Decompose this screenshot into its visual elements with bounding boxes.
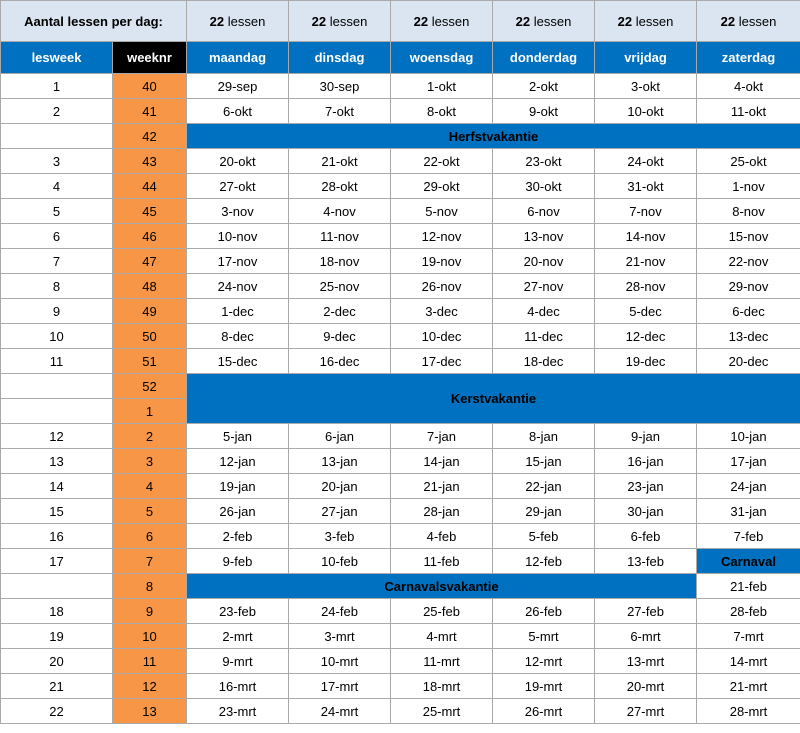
date-cell: 7-jan bbox=[391, 424, 493, 449]
date-cell: 5-feb bbox=[493, 524, 595, 549]
lesweek-cell: 2 bbox=[1, 99, 113, 124]
date-cell: 23-okt bbox=[493, 149, 595, 174]
date-cell: 9-mrt bbox=[187, 649, 289, 674]
date-cell: 18-nov bbox=[289, 249, 391, 274]
date-cell: 16-mrt bbox=[187, 674, 289, 699]
date-cell: 17-mrt bbox=[289, 674, 391, 699]
table-row bbox=[1, 174, 800, 199]
date-cell: 1-nov bbox=[697, 174, 800, 199]
date-cell: 28-jan bbox=[391, 499, 493, 524]
lessons-count-vrijdag: 22 lessen bbox=[595, 1, 697, 42]
date-cell: 12-mrt bbox=[493, 649, 595, 674]
date-cell: 4-okt bbox=[697, 74, 800, 99]
date-cell: 25-mrt bbox=[391, 699, 493, 724]
lesweek-cell: 14 bbox=[1, 474, 113, 499]
table-row bbox=[1, 674, 800, 699]
lessons-count-donderdag: 22 lessen bbox=[493, 1, 595, 42]
date-cell: 25-nov bbox=[289, 274, 391, 299]
date-cell: 2-feb bbox=[187, 524, 289, 549]
date-cell: 5-jan bbox=[187, 424, 289, 449]
lesweek-cell: 11 bbox=[1, 349, 113, 374]
date-cell: 25-okt bbox=[697, 149, 800, 174]
lesweek-cell: 4 bbox=[1, 174, 113, 199]
date-cell: 24-okt bbox=[595, 149, 697, 174]
date-cell: 28-okt bbox=[289, 174, 391, 199]
weeknr-cell: 11 bbox=[113, 649, 187, 674]
date-cell: 7-okt bbox=[289, 99, 391, 124]
lesweek-cell: 16 bbox=[1, 524, 113, 549]
table-row bbox=[1, 699, 800, 724]
date-cell: 9-feb bbox=[187, 549, 289, 574]
table-row bbox=[1, 299, 800, 324]
table-row-herfstvakantie bbox=[1, 124, 800, 149]
date-cell: 6-mrt bbox=[595, 624, 697, 649]
lesweek-cell: 17 bbox=[1, 549, 113, 574]
date-cell: 20-okt bbox=[187, 149, 289, 174]
lesweek-cell: 7 bbox=[1, 249, 113, 274]
date-cell: 27-jan bbox=[289, 499, 391, 524]
date-cell: 11-dec bbox=[493, 324, 595, 349]
weeknr-cell: 44 bbox=[113, 174, 187, 199]
date-cell: 4-mrt bbox=[391, 624, 493, 649]
lesweek-cell: 10 bbox=[1, 324, 113, 349]
date-cell: 20-nov bbox=[493, 249, 595, 274]
date-cell: 22-jan bbox=[493, 474, 595, 499]
date-cell: 27-mrt bbox=[595, 699, 697, 724]
weeknr-cell: 10 bbox=[113, 624, 187, 649]
date-cell: 17-dec bbox=[391, 349, 493, 374]
date-cell: 6-jan bbox=[289, 424, 391, 449]
lesweek-cell: 6 bbox=[1, 224, 113, 249]
lessons-count-maandag: 22 lessen bbox=[187, 1, 289, 42]
date-cell: 30-okt bbox=[493, 174, 595, 199]
weeknr-cell: 42 bbox=[113, 124, 187, 149]
weeknr-cell: 48 bbox=[113, 274, 187, 299]
lesweek-cell bbox=[1, 124, 113, 149]
header-maandag: maandag bbox=[187, 42, 289, 74]
header-dinsdag: dinsdag bbox=[289, 42, 391, 74]
date-cell: 19-nov bbox=[391, 249, 493, 274]
date-cell: 12-jan bbox=[187, 449, 289, 474]
date-cell: 10-nov bbox=[187, 224, 289, 249]
date-cell: 29-jan bbox=[493, 499, 595, 524]
date-cell: 6-feb bbox=[595, 524, 697, 549]
lesweek-cell: 3 bbox=[1, 149, 113, 174]
date-cell: 18-mrt bbox=[391, 674, 493, 699]
date-cell: 4-nov bbox=[289, 199, 391, 224]
weeknr-cell: 1 bbox=[113, 399, 187, 424]
table-row bbox=[1, 499, 800, 524]
table-row-carnavalsvakantie bbox=[1, 574, 800, 599]
date-cell: 7-mrt bbox=[697, 624, 800, 649]
date-cell: 11-nov bbox=[289, 224, 391, 249]
date-cell: 26-nov bbox=[391, 274, 493, 299]
lessons-count-zaterdag: 22 lessen bbox=[697, 1, 800, 42]
date-cell: 31-jan bbox=[697, 499, 800, 524]
weeknr-cell: 2 bbox=[113, 424, 187, 449]
weeknr-cell: 12 bbox=[113, 674, 187, 699]
date-cell: 24-jan bbox=[697, 474, 800, 499]
date-cell: 15-nov bbox=[697, 224, 800, 249]
header-vrijdag: vrijdag bbox=[595, 42, 697, 74]
date-cell: 14-jan bbox=[391, 449, 493, 474]
date-cell: 4-feb bbox=[391, 524, 493, 549]
lessons-count-woensdag: 22 lessen bbox=[391, 1, 493, 42]
lesweek-cell bbox=[1, 574, 113, 599]
date-cell: 15-dec bbox=[187, 349, 289, 374]
date-cell: 3-okt bbox=[595, 74, 697, 99]
date-cell: 2-dec bbox=[289, 299, 391, 324]
date-cell: 13-mrt bbox=[595, 649, 697, 674]
date-cell: 9-okt bbox=[493, 99, 595, 124]
date-cell: 19-dec bbox=[595, 349, 697, 374]
lesweek-cell bbox=[1, 374, 113, 399]
carnavalsvakantie-banner: Carnavalsvakantie bbox=[187, 574, 697, 599]
date-cell: 13-dec bbox=[697, 324, 800, 349]
date-cell: 23-feb bbox=[187, 599, 289, 624]
date-cell: 29-sep bbox=[187, 74, 289, 99]
table-row bbox=[1, 349, 800, 374]
date-cell: 10-jan bbox=[697, 424, 800, 449]
date-cell: 1-okt bbox=[391, 74, 493, 99]
weeknr-cell: 9 bbox=[113, 599, 187, 624]
date-cell: 24-feb bbox=[289, 599, 391, 624]
date-cell: 12-feb bbox=[493, 549, 595, 574]
date-cell: 28-mrt bbox=[697, 699, 800, 724]
table-row bbox=[1, 624, 800, 649]
date-cell: 6-okt bbox=[187, 99, 289, 124]
table-row bbox=[1, 524, 800, 549]
lesweek-cell: 5 bbox=[1, 199, 113, 224]
weeknr-cell: 41 bbox=[113, 99, 187, 124]
weeknr-cell: 45 bbox=[113, 199, 187, 224]
date-cell: 10-okt bbox=[595, 99, 697, 124]
date-cell: 26-jan bbox=[187, 499, 289, 524]
table-row bbox=[1, 199, 800, 224]
date-cell: 27-feb bbox=[595, 599, 697, 624]
date-cell: 10-mrt bbox=[289, 649, 391, 674]
header-weeknr: weeknr bbox=[113, 42, 187, 74]
date-cell: 5-nov bbox=[391, 199, 493, 224]
carnaval-saturday-cell: Carnaval bbox=[697, 549, 800, 574]
date-cell: 20-jan bbox=[289, 474, 391, 499]
date-cell: 9-dec bbox=[289, 324, 391, 349]
date-cell: 20-mrt bbox=[595, 674, 697, 699]
lesweek-cell: 13 bbox=[1, 449, 113, 474]
table-row bbox=[1, 649, 800, 674]
date-cell: 16-jan bbox=[595, 449, 697, 474]
lesweek-cell: 12 bbox=[1, 424, 113, 449]
date-cell: 21-nov bbox=[595, 249, 697, 274]
date-cell: 27-okt bbox=[187, 174, 289, 199]
date-cell: 12-dec bbox=[595, 324, 697, 349]
date-cell: 11-okt bbox=[697, 99, 800, 124]
table-row-kerstvakantie bbox=[1, 374, 800, 399]
lesweek-cell bbox=[1, 399, 113, 424]
lessons-count-dinsdag: 22 lessen bbox=[289, 1, 391, 42]
date-cell: 26-feb bbox=[493, 599, 595, 624]
weeknr-cell: 52 bbox=[113, 374, 187, 399]
table-row bbox=[1, 549, 800, 574]
date-cell: 15-jan bbox=[493, 449, 595, 474]
weeknr-cell: 3 bbox=[113, 449, 187, 474]
date-cell: 8-okt bbox=[391, 99, 493, 124]
date-cell: 28-feb bbox=[697, 599, 800, 624]
weeknr-cell: 40 bbox=[113, 74, 187, 99]
date-cell: 5-mrt bbox=[493, 624, 595, 649]
date-cell: 7-nov bbox=[595, 199, 697, 224]
table-row bbox=[1, 99, 800, 124]
weeknr-cell: 7 bbox=[113, 549, 187, 574]
header-lesweek: lesweek bbox=[1, 42, 113, 74]
date-cell: 8-dec bbox=[187, 324, 289, 349]
date-cell: 14-nov bbox=[595, 224, 697, 249]
lessons-per-day-label: Aantal lessen per dag: bbox=[1, 1, 187, 42]
header-zaterdag: zaterdag bbox=[697, 42, 800, 74]
lesweek-cell: 20 bbox=[1, 649, 113, 674]
lesweek-cell: 8 bbox=[1, 274, 113, 299]
table-row bbox=[1, 424, 800, 449]
date-cell: 16-dec bbox=[289, 349, 391, 374]
date-cell: 30-sep bbox=[289, 74, 391, 99]
date-cell: 10-feb bbox=[289, 549, 391, 574]
date-cell: 29-okt bbox=[391, 174, 493, 199]
table-row bbox=[1, 74, 800, 99]
date-cell: 21-mrt bbox=[697, 674, 800, 699]
table-row bbox=[1, 474, 800, 499]
date-cell: 27-nov bbox=[493, 274, 595, 299]
weeknr-cell: 8 bbox=[113, 574, 187, 599]
weeknr-cell: 50 bbox=[113, 324, 187, 349]
date-cell: 8-nov bbox=[697, 199, 800, 224]
lessons-per-day-row bbox=[1, 1, 800, 42]
date-cell: 6-dec bbox=[697, 299, 800, 324]
date-cell: 23-mrt bbox=[187, 699, 289, 724]
date-cell: 24-mrt bbox=[289, 699, 391, 724]
header-woensdag: woensdag bbox=[391, 42, 493, 74]
date-cell: 13-jan bbox=[289, 449, 391, 474]
date-cell: 11-feb bbox=[391, 549, 493, 574]
date-cell: 13-nov bbox=[493, 224, 595, 249]
date-cell: 8-jan bbox=[493, 424, 595, 449]
date-cell: 2-okt bbox=[493, 74, 595, 99]
date-cell: 17-nov bbox=[187, 249, 289, 274]
weeknr-cell: 46 bbox=[113, 224, 187, 249]
table-row bbox=[1, 249, 800, 274]
date-cell: 12-nov bbox=[391, 224, 493, 249]
table-row bbox=[1, 224, 800, 249]
table-row bbox=[1, 149, 800, 174]
table-row bbox=[1, 599, 800, 624]
date-cell: 6-nov bbox=[493, 199, 595, 224]
date-cell: 3-dec bbox=[391, 299, 493, 324]
lesweek-cell: 1 bbox=[1, 74, 113, 99]
date-cell: 11-mrt bbox=[391, 649, 493, 674]
date-cell: 22-nov bbox=[697, 249, 800, 274]
date-cell: 20-dec bbox=[697, 349, 800, 374]
weeknr-cell: 4 bbox=[113, 474, 187, 499]
weeknr-cell: 6 bbox=[113, 524, 187, 549]
lesweek-cell: 15 bbox=[1, 499, 113, 524]
date-cell: 3-nov bbox=[187, 199, 289, 224]
date-cell: 2-mrt bbox=[187, 624, 289, 649]
date-cell: 9-jan bbox=[595, 424, 697, 449]
date-cell: 17-jan bbox=[697, 449, 800, 474]
date-cell: 5-dec bbox=[595, 299, 697, 324]
date-cell: 30-jan bbox=[595, 499, 697, 524]
lesweek-cell: 9 bbox=[1, 299, 113, 324]
kerstvakantie-banner: Kerstvakantie bbox=[187, 374, 800, 424]
table-row bbox=[1, 449, 800, 474]
date-cell: 25-feb bbox=[391, 599, 493, 624]
date-cell: 19-mrt bbox=[493, 674, 595, 699]
header-donderdag: donderdag bbox=[493, 42, 595, 74]
date-cell: 24-nov bbox=[187, 274, 289, 299]
date-cell: 3-feb bbox=[289, 524, 391, 549]
table-row bbox=[1, 274, 800, 299]
date-cell: 3-mrt bbox=[289, 624, 391, 649]
date-cell: 29-nov bbox=[697, 274, 800, 299]
weeknr-cell: 47 bbox=[113, 249, 187, 274]
lesweek-cell: 22 bbox=[1, 699, 113, 724]
weeknr-cell: 49 bbox=[113, 299, 187, 324]
date-cell: 26-mrt bbox=[493, 699, 595, 724]
weeknr-cell: 13 bbox=[113, 699, 187, 724]
herfstvakantie-banner: Herfstvakantie bbox=[187, 124, 800, 149]
date-cell: 22-okt bbox=[391, 149, 493, 174]
date-cell: 19-jan bbox=[187, 474, 289, 499]
lesweek-cell: 21 bbox=[1, 674, 113, 699]
column-header-row bbox=[1, 42, 800, 74]
weeknr-cell: 5 bbox=[113, 499, 187, 524]
date-cell: 7-feb bbox=[697, 524, 800, 549]
date-cell: 1-dec bbox=[187, 299, 289, 324]
date-cell: 23-jan bbox=[595, 474, 697, 499]
date-cell: 21-feb bbox=[697, 574, 800, 599]
table-row bbox=[1, 324, 800, 349]
date-cell: 28-nov bbox=[595, 274, 697, 299]
date-cell: 13-feb bbox=[595, 549, 697, 574]
date-cell: 4-dec bbox=[493, 299, 595, 324]
weeknr-cell: 43 bbox=[113, 149, 187, 174]
date-cell: 31-okt bbox=[595, 174, 697, 199]
date-cell: 14-mrt bbox=[697, 649, 800, 674]
date-cell: 10-dec bbox=[391, 324, 493, 349]
lesweek-cell: 19 bbox=[1, 624, 113, 649]
weeknr-cell: 51 bbox=[113, 349, 187, 374]
lesweek-cell: 18 bbox=[1, 599, 113, 624]
date-cell: 18-dec bbox=[493, 349, 595, 374]
date-cell: 21-jan bbox=[391, 474, 493, 499]
date-cell: 21-okt bbox=[289, 149, 391, 174]
